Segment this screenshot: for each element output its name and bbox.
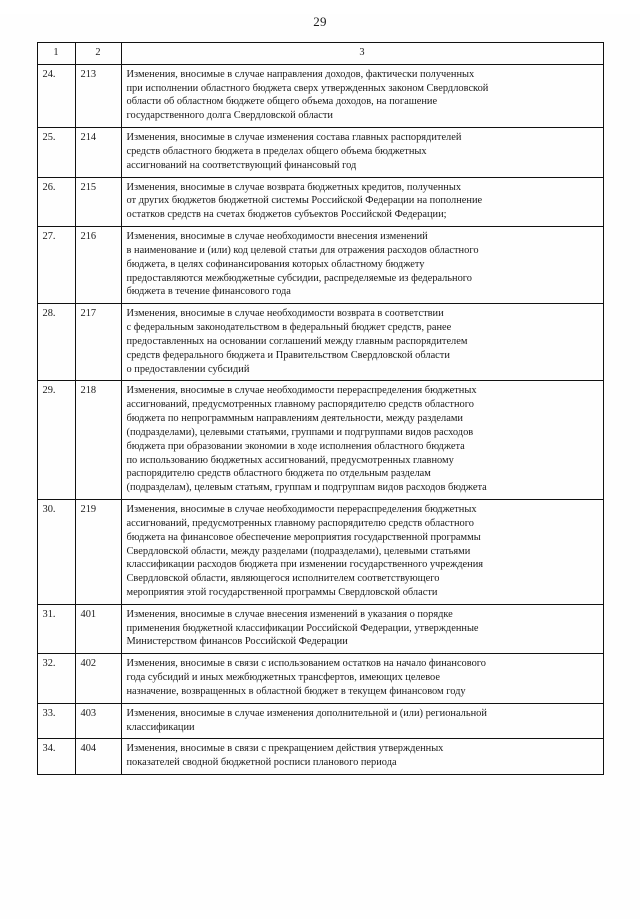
table-row <box>37 654 603 703</box>
row-description-cell <box>121 381 603 500</box>
table-row <box>37 381 603 500</box>
table-row <box>37 128 603 177</box>
table-row <box>37 227 603 304</box>
description-line: Изменения, вносимые в связи с использованием остатков на начало финансового <box>126 658 486 670</box>
description-line: ассигнований, предусмотренных главному распорядителю средств областного <box>126 517 474 529</box>
row-description-cell <box>121 654 603 703</box>
row-code-cell: 403 <box>75 703 121 739</box>
description-line: мероприятия этой государственной программы Свердловской области <box>126 586 438 598</box>
table-header-row <box>37 43 603 65</box>
row-code-cell: 401 <box>75 604 121 653</box>
description-line: бюджета по непрограммным направлениям деятельности, между разделами <box>126 413 463 425</box>
description-line: (подразделами), целевыми статьями, группами и подгруппами видов расходов <box>126 426 474 438</box>
description-line: по использованию бюджетных ассигнований, предусмотренных главному <box>126 454 454 466</box>
description-line: бюджета при образовании экономии в ходе исполнения областного бюджета <box>126 440 465 452</box>
row-description-cell <box>121 64 603 127</box>
description-line: при исполнении областного бюджета сверх утвержденных законом Свердловской <box>126 82 489 94</box>
table-row <box>37 304 603 381</box>
row-description-cell <box>121 128 603 177</box>
row-code-cell: 217 <box>75 304 121 381</box>
description-line: бюджета на финансовое обеспечение мероприятия государственной программы <box>126 531 481 543</box>
row-index-cell: 27. <box>37 227 75 304</box>
description-line: остатков средств на счетах бюджетов субъектов Российской Федерации; <box>126 209 447 221</box>
column-header-3: 3 <box>121 43 603 65</box>
description-line: Изменения, вносимые в случае возврата бюджетных кредитов, полученных <box>126 181 462 193</box>
table-row <box>37 177 603 226</box>
row-code-cell: 402 <box>75 654 121 703</box>
column-header-1: 1 <box>37 43 75 65</box>
description-line: Свердловской области, являющегося исполнителем соответствующего <box>126 573 440 585</box>
description-line: в наименование и (или) код целевой статьи для отражения расходов областного <box>126 244 479 256</box>
description-line: Изменения, вносимые в связи с прекращением действия утвержденных <box>126 743 444 755</box>
row-description-cell <box>121 304 603 381</box>
description-line: Изменения, вносимые в случае необходимости перераспределения бюджетных <box>126 385 477 397</box>
row-description-cell <box>121 500 603 605</box>
description-line: показателей сводной бюджетной росписи планового периода <box>126 757 397 769</box>
row-index-cell: 31. <box>37 604 75 653</box>
row-description-cell <box>121 227 603 304</box>
description-line: предоставленных на основании соглашений между главным распорядителем <box>126 335 468 347</box>
description-line: ассигнований, предусмотренных главному распорядителю средств областного <box>126 399 474 411</box>
row-index-cell: 29. <box>37 381 75 500</box>
row-description-cell <box>121 703 603 739</box>
description-line: предоставляются межбюджетные субсидии, распределяемые из федерального <box>126 272 472 284</box>
row-code-cell: 214 <box>75 128 121 177</box>
description-line: с федеральным законодательством в федеральный бюджет средств, ранее <box>126 322 452 334</box>
description-line: классификации расходов бюджета при изменении государственного учреждения <box>126 559 484 571</box>
table-body <box>37 64 603 774</box>
row-code-cell: 215 <box>75 177 121 226</box>
description-line: о предоставлении субсидий <box>126 363 250 375</box>
description-line: назначение, возвращенных в областной бюджет в текущем финансовом году <box>126 685 466 697</box>
description-line: Изменения, вносимые в случае направления доходов, фактически полученных <box>126 68 475 80</box>
table-row <box>37 64 603 127</box>
row-code-cell: 216 <box>75 227 121 304</box>
row-code-cell: 213 <box>75 64 121 127</box>
description-line: Изменения, вносимые в случае необходимости перераспределения бюджетных <box>126 504 477 516</box>
description-line: средств федерального бюджета и Правительством Свердловской области <box>126 349 450 361</box>
row-index-cell: 33. <box>37 703 75 739</box>
budget-changes-table <box>37 42 604 775</box>
row-index-cell: 25. <box>37 128 75 177</box>
description-line: Свердловской области, между разделами (подразделами), целевыми статьями <box>126 545 471 557</box>
row-description-cell <box>121 177 603 226</box>
document-page <box>0 14 640 919</box>
table-row <box>37 500 603 605</box>
row-code-cell: 218 <box>75 381 121 500</box>
description-line: года субсидий и иных межбюджетных трансфертов, имеющих целевое <box>126 672 440 684</box>
description-line: бюджета, в целях софинансирования которых областному бюджету <box>126 258 425 270</box>
description-line: бюджета в течение финансового года <box>126 286 291 298</box>
column-header-2: 2 <box>75 43 121 65</box>
row-code-cell: 219 <box>75 500 121 605</box>
description-line: области об областном бюджете общего объема доходов, на погашение <box>126 96 438 108</box>
description-line: Изменения, вносимые в случае изменения дополнительной и (или) региональной <box>126 707 487 719</box>
description-line: Изменения, вносимые в случае внесения изменений в указания о порядке <box>126 608 453 620</box>
row-index-cell: 34. <box>37 739 75 775</box>
description-line: классификации <box>126 721 195 733</box>
description-line: Изменения, вносимые в случае изменения состава главных распорядителей <box>126 132 462 144</box>
description-line: распорядителю средств областного бюджета по отдельным разделам <box>126 468 431 480</box>
row-index-cell: 30. <box>37 500 75 605</box>
table-row <box>37 604 603 653</box>
row-code-cell: 404 <box>75 739 121 775</box>
description-line: от других бюджетов бюджетной системы Российской Федерации на пополнение <box>126 195 483 207</box>
description-line: ассигнований на соответствующий финансовый год <box>126 159 357 171</box>
description-line: Министерством финансов Российской Федерации <box>126 636 348 648</box>
description-line: применения бюджетной классификации Российской Федерации, утвержденные <box>126 622 479 634</box>
table-header <box>37 43 603 65</box>
description-line: Изменения, вносимые в случае необходимости внесения изменений <box>126 231 428 243</box>
row-index-cell: 26. <box>37 177 75 226</box>
row-description-cell <box>121 739 603 775</box>
row-index-cell: 24. <box>37 64 75 127</box>
row-index-cell: 32. <box>37 654 75 703</box>
description-line: средств областного бюджета в пределах общего объема бюджетных <box>126 145 427 157</box>
description-line: Изменения, вносимые в случае необходимости возврата в соответствии <box>126 308 444 320</box>
row-description-cell <box>121 604 603 653</box>
row-index-cell: 28. <box>37 304 75 381</box>
page-number: 29 <box>313 14 327 29</box>
table-row <box>37 739 603 775</box>
description-line: (подразделам), целевым статьям, группам и подгруппам видов расходов бюджета <box>126 482 487 494</box>
table-row <box>37 703 603 739</box>
description-line: государственного долга Свердловской области <box>126 110 333 122</box>
